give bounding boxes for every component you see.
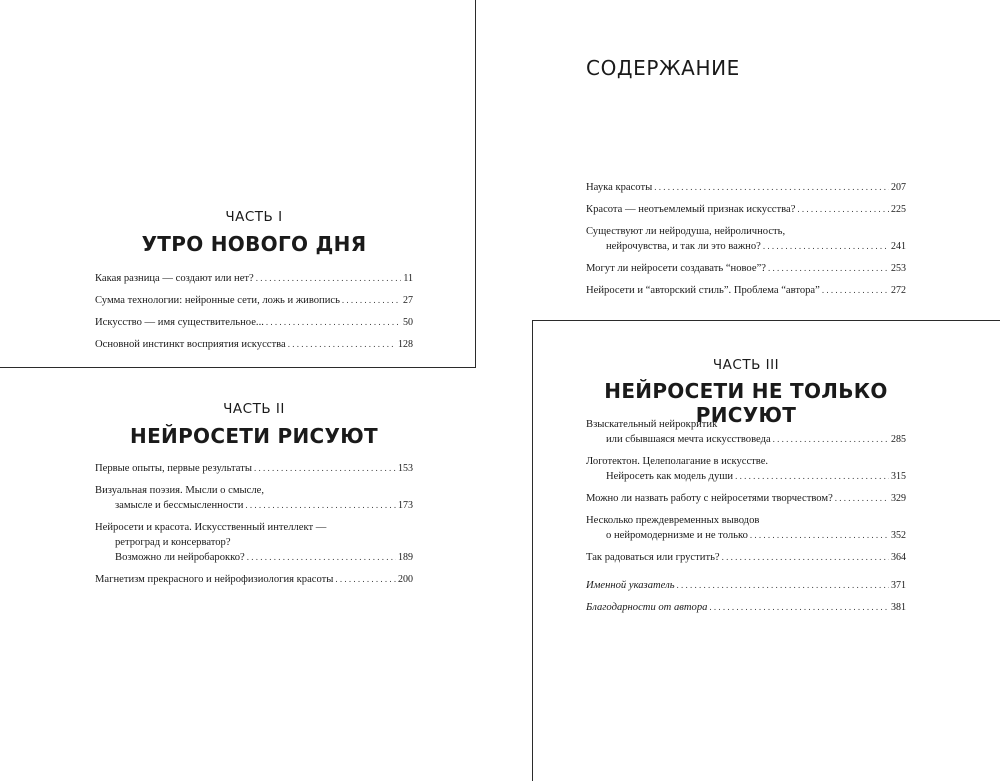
toc-entry-line [95,337,413,352]
toc-entry-title: Первые опыты, первые результаты [95,463,252,474]
toc-entry-line [586,417,906,432]
toc-entry-title: ретроград и консерватор? [115,537,231,548]
toc-entry-title: Основной инстинкт восприятия искусства [95,339,286,350]
toc-entry-line [586,239,906,254]
toc-entry-title: Магнетизм прекрасного и нейрофизиология красоты [95,574,334,585]
toc-entry-title: Логотектон. Целеполагание в искусстве. [586,456,769,467]
toc-entry-line [95,550,413,565]
toc-page-number: 200 [398,574,413,585]
dot-leader [288,337,396,352]
toc-entry-title: Существуют ли нейродуша, нейроличность, [586,226,786,237]
toc-entry-line [95,293,413,308]
contents-title: СОДЕРЖАНИЕ [586,56,740,80]
toc-page-number: 285 [891,434,906,445]
part2-title: НЕЙРОСЕТИ РИСУЮТ [130,424,378,448]
part1-label: ЧАСТЬ I [225,209,283,225]
dot-leader [750,528,889,543]
toc-entry-line [95,461,413,476]
toc-entry [586,202,906,217]
toc-entry-title: Несколько преждевременных выводов [586,515,760,526]
dot-leader [654,180,889,195]
toc-entry [95,337,413,352]
part2-label: ЧАСТЬ II [223,401,285,417]
toc-page-number: 173 [398,500,413,511]
part3-title: НЕЙРОСЕТИ НЕ ТОЛЬКО РИСУЮТ [604,379,888,427]
toc-page-number: 225 [891,204,906,215]
toc-entry [95,315,413,330]
toc-entry [95,572,413,587]
toc-page-number: 241 [891,241,906,252]
toc-entry-line [586,202,906,217]
toc-entry-title: Наука красоты [586,182,653,193]
toc-page-number: 315 [891,471,906,482]
toc-entry-line [586,528,906,543]
dot-leader [247,550,396,565]
toc-entry-title: Искусство — имя существительное... [95,317,264,328]
toc-entry-line [95,535,413,550]
part2-toc [95,461,413,587]
toc-page-number: 364 [891,552,906,563]
toc-page-number: 11 [403,273,413,284]
dot-leader [822,283,889,298]
toc-entry-line [586,432,906,447]
toc-page-number: 207 [891,182,906,193]
toc-entry-title: нейрочувства, и так ли это важно? [606,241,761,252]
dot-leader [763,239,889,254]
toc-page-number: 371 [891,580,906,591]
dot-leader [266,315,401,330]
toc-page-number: 128 [398,339,413,350]
toc-entry-line [586,454,906,469]
toc-entry-title: Возможно ли нейробарокко? [115,552,245,563]
toc-page-number: 50 [403,317,413,328]
toc-entry-title: Какая разница — создают или нет? [95,273,254,284]
toc-entry-title: Красота — неотъемлемый признак искусства? [586,204,796,215]
dot-leader [773,432,889,447]
toc-entry [95,483,413,513]
dot-leader [735,469,889,484]
toc-entry-line [586,224,906,239]
dot-leader [722,550,889,565]
toc-entry-line [95,271,413,286]
toc-entry-line [586,578,906,593]
dot-leader [254,461,396,476]
dot-leader [256,271,402,286]
toc-entry-line [586,469,906,484]
toc-entry-line [586,513,906,528]
toc-entry [586,417,906,447]
toc-entry-line [95,498,413,513]
toc-entry-title: Нейросеть как модель души [606,471,734,482]
toc-entry [586,283,906,298]
toc-entry-title: Нейросети и “авторский стиль”. Проблема “автора” [586,285,820,296]
toc-entry-line [586,180,906,195]
toc-entry-line [586,550,906,565]
toc-entry [95,520,413,565]
toc-entry-title: Благодарности от автора [586,602,708,613]
toc-entry-title: замысле и бессмысленности [115,500,244,511]
toc-entry-title: Именной указатель [586,580,675,591]
toc-page-number: 352 [891,530,906,541]
dot-leader [342,293,401,308]
contents-continued-toc [586,180,906,298]
toc-entry-line [95,315,413,330]
dot-leader [677,578,889,593]
toc-entry-title: или сбывшаяся мечта искусствоведа [606,434,771,445]
part3-toc [586,417,906,615]
toc-page-number: 27 [403,295,413,306]
toc-entry-title: Сумма технологии: нейронные сети, ложь и живопись [95,295,340,306]
toc-entry-title: Так радоваться или грустить? [586,552,720,563]
toc-entry [95,271,413,286]
toc-entry-title: Нейросети и красота. Искусственный интеллект — [95,522,327,533]
toc-entry-title: Взыскательный нейрокритик [586,419,718,430]
part1-toc [95,271,413,352]
toc-page-number: 329 [891,493,906,504]
toc-entry-line [586,600,906,615]
toc-entry-title: Могут ли нейросети создавать “новое”? [586,263,766,274]
toc-entry-title: Визуальная поэзия. Мысли о смысле, [95,485,264,496]
toc-entry [586,550,906,565]
toc-page-number: 253 [891,263,906,274]
part3-label: ЧАСТЬ III [712,357,780,373]
dot-leader [335,572,396,587]
toc-entry [586,224,906,254]
toc-entry [586,600,906,615]
toc-entry-line [586,491,906,506]
toc-page-number: 272 [891,285,906,296]
dot-leader [797,202,889,217]
toc-entry-title: о нейромодернизме и не только [606,530,748,541]
toc-page-number: 189 [398,552,413,563]
toc-entry-line [95,520,413,535]
toc-entry [586,513,906,543]
dot-leader [768,261,889,276]
dot-leader [245,498,396,513]
toc-entry [95,461,413,476]
toc-entry-line [586,261,906,276]
toc-entry [586,261,906,276]
toc-entry-line [95,483,413,498]
part1-title: УТРО НОВОГО ДНЯ [141,232,367,256]
toc-entry-title: Можно ли назвать работу с нейросетями творчеством? [586,493,833,504]
toc-entry [95,293,413,308]
dot-leader [835,491,889,506]
toc-entry-line [95,572,413,587]
toc-page-number: 153 [398,463,413,474]
toc-entry [586,578,906,593]
toc-entry [586,491,906,506]
dot-leader [709,600,889,615]
toc-entry [586,180,906,195]
toc-entry-line [586,283,906,298]
toc-entry [586,454,906,484]
toc-page-number: 381 [891,602,906,613]
